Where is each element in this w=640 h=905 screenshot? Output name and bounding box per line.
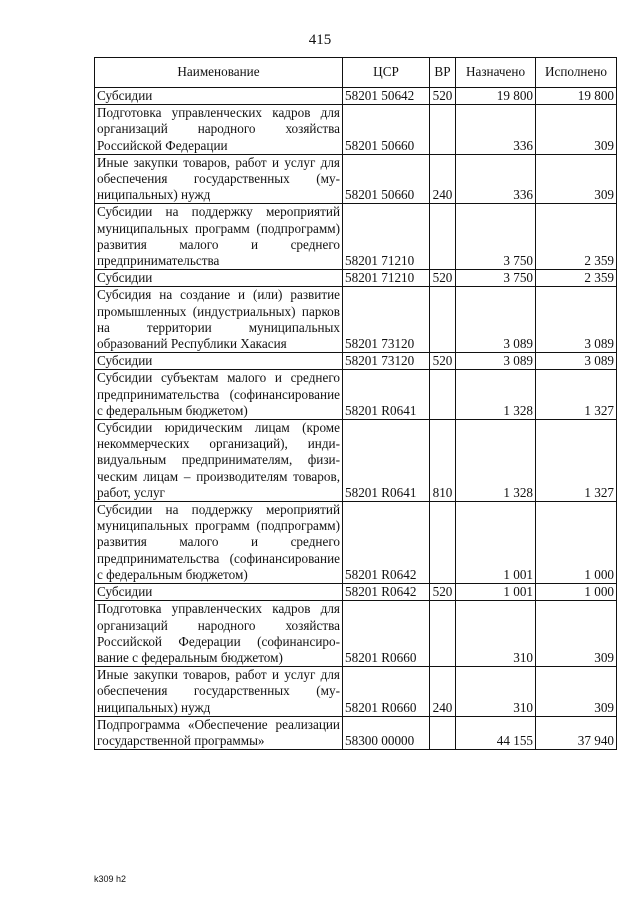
header-assigned: Назначено	[456, 58, 536, 88]
table-header-row	[95, 58, 617, 88]
table-row	[95, 105, 617, 155]
cell-name: Субсидии	[95, 353, 343, 370]
cell-assigned: 19 800	[456, 88, 536, 105]
table-row	[95, 88, 617, 105]
cell-csr: 58201 50660	[343, 154, 430, 204]
cell-name: Субсидии	[95, 584, 343, 601]
table-row	[95, 353, 617, 370]
cell-vr	[430, 716, 456, 749]
cell-csr: 58201 71210	[343, 270, 430, 287]
cell-assigned: 1 328	[456, 420, 536, 502]
cell-name: Подпрограмма «Обеспечение реализации государственной программы»	[95, 716, 343, 749]
cell-assigned: 1 328	[456, 370, 536, 420]
header-executed: Исполнено	[536, 58, 617, 88]
cell-assigned: 44 155	[456, 716, 536, 749]
cell-name: Подготовка управленческих кадров для организаций народного хозяйства Российской Федерации	[95, 105, 343, 155]
table-row	[95, 270, 617, 287]
cell-name: Иные закупки товаров, работ и услуг для обеспечения государственных (муниципальных) нужд	[95, 154, 343, 204]
cell-executed: 2 359	[536, 270, 617, 287]
cell-executed: 1 327	[536, 370, 617, 420]
cell-assigned: 3 750	[456, 204, 536, 270]
cell-assigned: 3 089	[456, 353, 536, 370]
cell-vr: 810	[430, 420, 456, 502]
table-row	[95, 154, 617, 204]
table-row	[95, 584, 617, 601]
cell-executed: 3 089	[536, 353, 617, 370]
cell-vr: 240	[430, 154, 456, 204]
cell-assigned: 310	[456, 667, 536, 717]
cell-executed: 1 000	[536, 502, 617, 584]
cell-executed: 309	[536, 667, 617, 717]
cell-vr	[430, 370, 456, 420]
cell-vr	[430, 204, 456, 270]
table-row	[95, 667, 617, 717]
cell-vr: 520	[430, 88, 456, 105]
cell-vr	[430, 601, 456, 667]
cell-name: Субсидии субъектам малого и среднего предпринимательства (софинансирование с федеральным бюджетом)	[95, 370, 343, 420]
cell-name: Субсидии	[95, 88, 343, 105]
table-row	[95, 287, 617, 353]
cell-vr	[430, 287, 456, 353]
cell-executed: 19 800	[536, 88, 617, 105]
cell-csr: 58201 R0641	[343, 420, 430, 502]
cell-assigned: 3 089	[456, 287, 536, 353]
cell-name: Иные закупки товаров, работ и услуг для обеспечения государственных (муниципальных) нужд	[95, 667, 343, 717]
table-row	[95, 716, 617, 749]
cell-assigned: 1 001	[456, 502, 536, 584]
cell-csr: 58300 00000	[343, 716, 430, 749]
cell-csr: 58201 50642	[343, 88, 430, 105]
cell-csr: 58201 50660	[343, 105, 430, 155]
cell-name: Субсидия на создание и (или) развитие промышленных (индустриальных) парков на территории муниципальных образований Республики Хакасия	[95, 287, 343, 353]
cell-name: Подготовка управленческих кадров для организаций народного хозяйства Российской Федерации (софинансирование с федеральным бюджетом)	[95, 601, 343, 667]
cell-assigned: 3 750	[456, 270, 536, 287]
page-number: 415	[308, 32, 332, 48]
header-name: Наименование	[95, 58, 343, 88]
cell-csr: 58201 R0660	[343, 667, 430, 717]
cell-executed: 2 359	[536, 204, 617, 270]
cell-vr: 520	[430, 353, 456, 370]
table-row	[95, 502, 617, 584]
cell-executed: 309	[536, 154, 617, 204]
cell-assigned: 336	[456, 105, 536, 155]
table-row	[95, 601, 617, 667]
cell-assigned: 310	[456, 601, 536, 667]
table-row	[95, 204, 617, 270]
cell-executed: 37 940	[536, 716, 617, 749]
cell-name: Субсидии	[95, 270, 343, 287]
cell-csr: 58201 73120	[343, 287, 430, 353]
header-csr: ЦСР	[343, 58, 430, 88]
cell-executed: 1 327	[536, 420, 617, 502]
cell-executed: 3 089	[536, 287, 617, 353]
budget-table	[94, 57, 617, 750]
cell-csr: 58201 73120	[343, 353, 430, 370]
header-vr: ВР	[430, 58, 456, 88]
cell-vr	[430, 105, 456, 155]
cell-csr: 58201 R0642	[343, 584, 430, 601]
table-row	[95, 420, 617, 502]
cell-csr: 58201 71210	[343, 204, 430, 270]
cell-vr	[430, 502, 456, 584]
table-row	[95, 370, 617, 420]
cell-assigned: 336	[456, 154, 536, 204]
cell-executed: 1 000	[536, 584, 617, 601]
cell-executed: 309	[536, 105, 617, 155]
cell-csr: 58201 R0641	[343, 370, 430, 420]
cell-csr: 58201 R0660	[343, 601, 430, 667]
cell-name: Субсидии юридическим лицам (кроме некоммерческих организаций), индивидуальным предпринимателям, физическим лицам – производителям товаров, работ, услуг	[95, 420, 343, 502]
cell-assigned: 1 001	[456, 584, 536, 601]
cell-vr: 520	[430, 584, 456, 601]
footer-code: k309 h2	[94, 874, 127, 884]
cell-csr: 58201 R0642	[343, 502, 430, 584]
cell-executed: 309	[536, 601, 617, 667]
cell-name: Субсидии на поддержку мероприятий муниципальных программ (подпрограмм) развития малого и среднего предпринимательства	[95, 204, 343, 270]
cell-vr: 520	[430, 270, 456, 287]
cell-vr: 240	[430, 667, 456, 717]
cell-name: Субсидии на поддержку мероприятий муниципальных программ (подпрограмм) развития малого и среднего предпринимательства (софинансирование с федеральным бюджетом)	[95, 502, 343, 584]
